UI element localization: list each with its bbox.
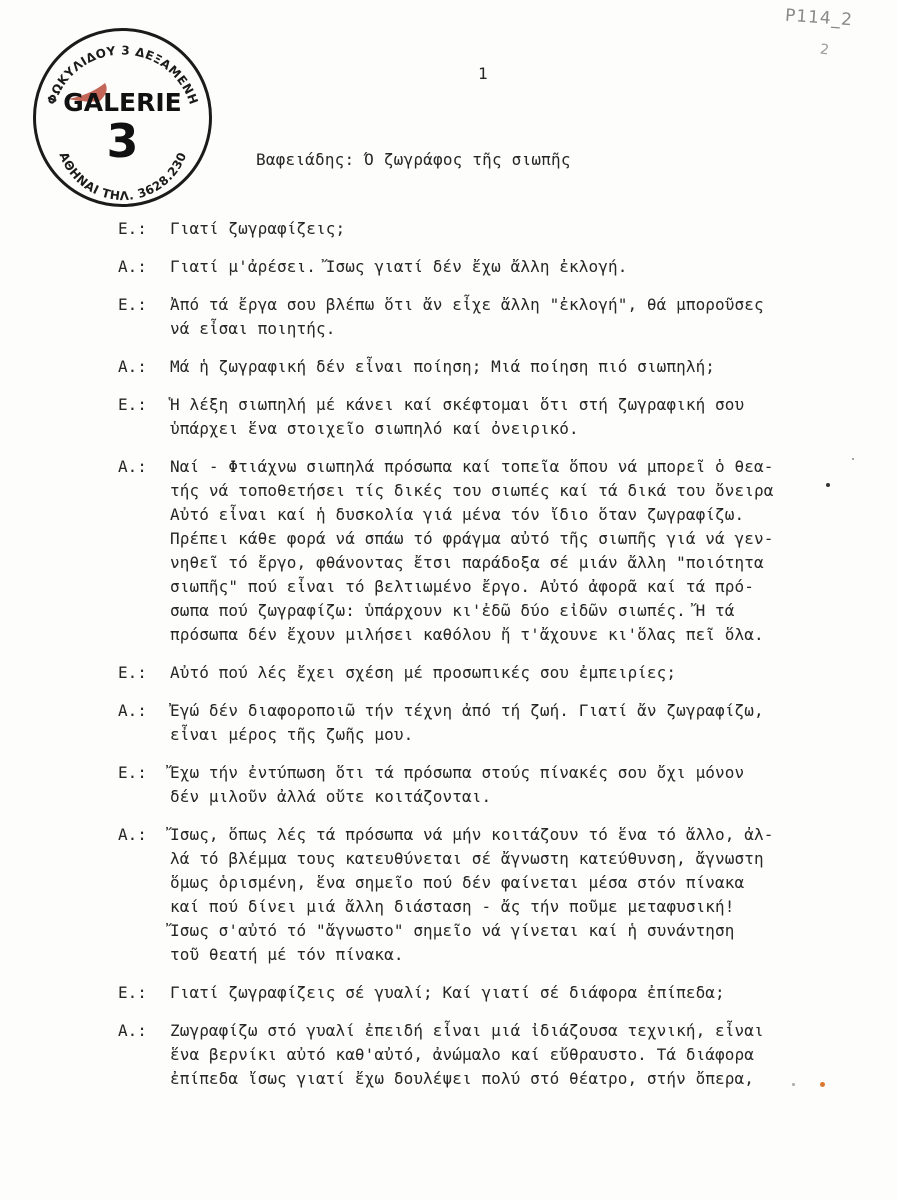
page-number: 1 (478, 64, 488, 83)
stamp-ring-top-text: ΦΩΚΥΛΙΔΟΥ 3 ΔΕΞΑΜΕΝΗ (44, 43, 201, 107)
text-line: Γιατί ζωγραφίζεις σέ γυαλί; Καί γιατί σέ διάφορα ἐπίπεδα; (170, 983, 725, 1002)
speaker-label: Ε.: (118, 395, 147, 414)
text-line: Πρέπει κάθε φορά νά σπάω τό φράγμα αὐτό τῆς σιωπῆς γιά νά γεν- (170, 529, 774, 548)
speaker-label: Ε.: (118, 295, 147, 314)
dialogue-entry (118, 761, 818, 809)
entry-text (170, 761, 818, 809)
text-line: Ἡ λέξη σιωπηλή μέ κάνει καί σκέφτομαι ὅτι στή ζωγραφική σου (170, 395, 745, 414)
text-line: πρόσωπα δέν ἔχουν μιλήσει καθόλου ἤ τ'ἄχουνε κι'ὅλας πεῖ ὅλα. (170, 625, 764, 644)
speaker-label: Ε.: (118, 763, 147, 782)
entry-text (170, 661, 818, 685)
text-line: νά εἶσαι ποιητής. (170, 319, 336, 338)
text-line: σωπα πού ζωγραφίζω: ὑπάρχουν κι'ἐδῶ δύο εἰδῶν σιωπές. Ἤ τά (170, 601, 735, 620)
dialogue-entry (118, 981, 818, 1005)
ink-speck (852, 458, 854, 460)
text-line: Ἔχω τήν ἐντύπωση ὅτι τά πρόσωπα στούς πίνακές σου ὄχι μόνον (170, 763, 745, 782)
text-line: Γιατί ζωγραφίζεις; (170, 219, 346, 238)
text-line: σιωπῆς" πού εἶναι τό βελτιωμένο ἔργο. Αὐτό ἀφορᾶ καί τά πρό- (170, 577, 754, 596)
ink-speck (792, 1083, 795, 1086)
speaker-label: Ε.: (118, 663, 147, 682)
speaker-label: Ε.: (118, 983, 147, 1002)
stamp-ring-bottom-text: ΑΘΗΝΑΙ ΤΗΛ. 3628.230 (56, 150, 190, 204)
galerie-stamp (30, 25, 215, 210)
ink-speck (826, 483, 830, 487)
stamp-seal-graphic (30, 25, 215, 210)
dialogue-entry (118, 393, 818, 441)
text-line: ὑπάρχει ἕνα στοιχεῖο σιωπηλό καί ὀνειρικό. (170, 419, 579, 438)
text-line: Ἀπό τά ἔργα σου βλέπω ὅτι ἄν εἶχε ἄλλη "ἐκλογή", θά μποροῦσες (170, 295, 764, 314)
dialogue-entry (118, 255, 818, 279)
stamp-number: 3 (106, 114, 139, 168)
interview-dialogue (118, 217, 818, 1105)
text-line: Ζωγραφίζω στό γυαλί ἐπειδή εἶναι μιά ἰδιάζουσα τεχνική, εἶναι (170, 1021, 764, 1040)
speaker-label: Α.: (118, 257, 147, 276)
dialogue-entry (118, 355, 818, 379)
text-line: Αὐτό εἶναι καί ἡ δυσκολία γιά μένα τόν ἴδιο ὅταν ζωγραφίζω. (170, 505, 745, 524)
speaker-label: Α.: (118, 825, 147, 844)
dialogue-entry (118, 661, 818, 685)
entry-text (170, 823, 818, 967)
entry-text (170, 699, 818, 747)
speaker-label: Ε.: (118, 219, 147, 238)
text-line: δέν μιλοῦν ἀλλά οὔτε κοιτάζονται. (170, 787, 492, 806)
speaker-label: Α.: (118, 1021, 147, 1040)
entry-text (170, 981, 818, 1005)
entry-text (170, 355, 818, 379)
dialogue-entry (118, 217, 818, 241)
entry-text (170, 393, 818, 441)
text-line: Ἐγώ δέν διαφοροποιῶ τήν τέχνη ἀπό τή ζωή. Γιατί ἄν ζωγραφίζω, (170, 701, 764, 720)
archive-subnumber: 2 (818, 41, 830, 59)
text-line: ὅμως ὁρισμένη, ἕνα σημεῖο πού δέν φαίνεται μέσα στόν πίνακα (170, 873, 745, 892)
entry-text (170, 217, 818, 241)
text-line: Ναί - Φτιάχνω σιωπηλά πρόσωπα καί τοπεῖα ὅπου νά μπορεῖ ὁ θεα- (170, 457, 774, 476)
dialogue-entry (118, 699, 818, 747)
entry-text (170, 255, 818, 279)
text-line: Μά ἡ ζωγραφική δέν εἶναι ποίηση; Μιά ποίηση πιό σιωπηλή; (170, 357, 716, 376)
speaker-label: Α.: (118, 701, 147, 720)
text-line: τής νά τοποθετήσει τίς δικές του σιωπές καί τά δικά του ὄνειρα (170, 481, 774, 500)
dialogue-entry (118, 823, 818, 967)
text-line: Ἴσως, ὅπως λές τά πρόσωπα νά μήν κοιτάζουν τό ἕνα τό ἄλλο, ἀλ- (170, 825, 774, 844)
text-line: νηθεῖ τό ἔργο, φθάνοντας ἔτσι παράδοξα σέ μιάν ἄλλη "ποιότητα (170, 553, 764, 572)
document-title: Βαφειάδης: Ό ζωγράφος τῆς σιωπῆς (256, 150, 571, 169)
text-line: ἕνα βερνίκι αὐτό καθ'αὐτό, ἀνώμαλο καί εὔθραυστο. Τά διάφορα (170, 1045, 754, 1064)
archive-reference: P114_2 (784, 5, 854, 31)
entry-text (170, 455, 818, 647)
text-line: εἶναι μέρος τῆς ζωῆς μου. (170, 725, 414, 744)
text-line: Αὐτό πού λές ἔχει σχέση μέ προσωπικές σου ἐμπειρίες; (170, 663, 677, 682)
text-line: καί πού δίνει μιά ἄλλη διάσταση - ἄς τήν ποῦμε μεταφυσική! (170, 897, 735, 916)
entry-text (170, 293, 818, 341)
text-line: Ἴσως σ'αὐτό τό "ἄγνωστο" σημεῖο νά γίνεται καί ἡ συνάντηση (170, 921, 735, 940)
dialogue-entry (118, 455, 818, 647)
dialogue-entry (118, 1019, 818, 1091)
text-line: λά τό βλέμμα τους κατευθύνεται σέ ἄγνωστη κατεύθυνση, ἄγνωστη (170, 849, 764, 868)
entry-text (170, 1019, 818, 1091)
speaker-label: Α.: (118, 357, 147, 376)
text-line: Γιατί μ'ἀρέσει. Ἴσως γιατί δέν ἔχω ἄλλη ἐκλογή. (170, 257, 628, 276)
dialogue-entry (118, 293, 818, 341)
stamp-name: GALERIE (63, 88, 182, 117)
text-line: τοῦ θεατή μέ τόν πίνακα. (170, 945, 404, 964)
ink-speck (820, 1082, 825, 1087)
text-line: ἐπίπεδα ἴσως γιατί ἔχω δουλέψει πολύ στό θέατρο, στήν ὄπερα, (170, 1069, 754, 1088)
speaker-label: Α.: (118, 457, 147, 476)
